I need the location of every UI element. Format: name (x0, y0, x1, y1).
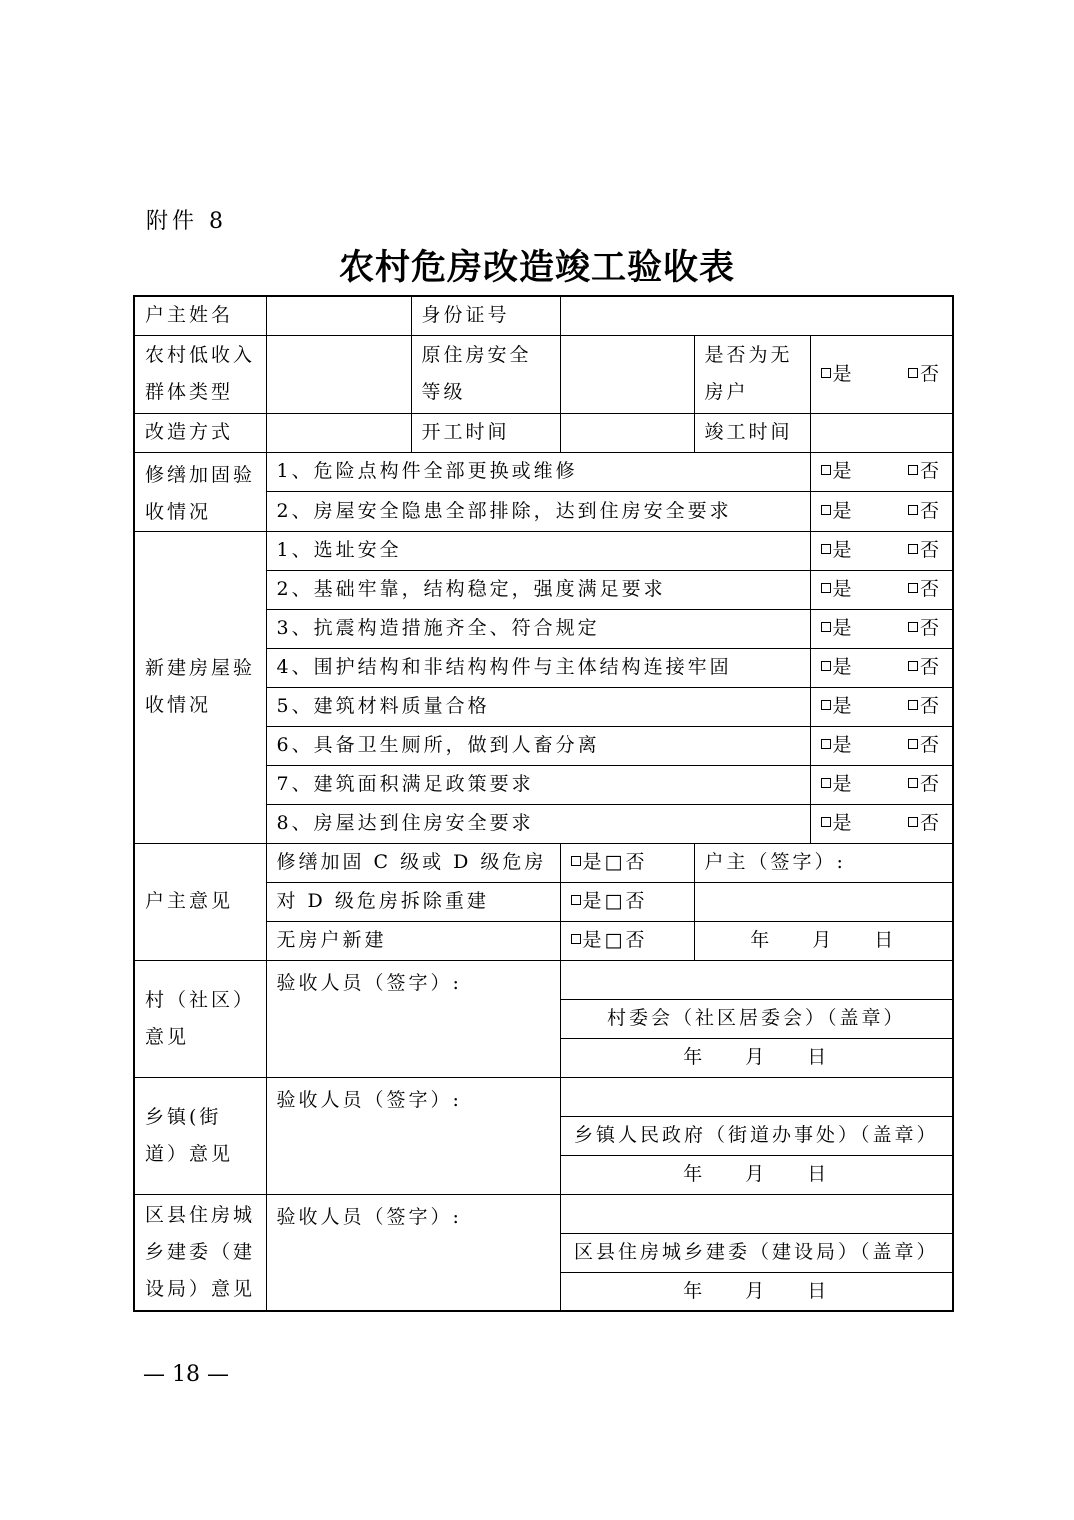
new-item-choice[interactable]: 是 否 (810, 648, 953, 687)
no-house-choice[interactable]: 是 否 (810, 335, 953, 413)
new-item-choice[interactable]: 是 否 (810, 687, 953, 726)
town-date: 年 月 日 (560, 1155, 953, 1194)
new-item: 1、选址安全 (266, 531, 810, 570)
id-number-label: 身份证号 (411, 296, 560, 335)
new-item: 3、抗震构造措施齐全、符合规定 (266, 609, 810, 648)
owner-opinion-label: 户主意见 (134, 843, 266, 960)
low-income-label: 农村低收入群体类型 (134, 335, 266, 413)
town-stamp-label: 乡镇人民政府（街道办事处）（盖章） (560, 1116, 953, 1155)
new-item-choice[interactable]: 是 否 (810, 804, 953, 843)
village-date: 年 月 日 (560, 1038, 953, 1077)
new-item: 7、建筑面积满足政策要求 (266, 765, 810, 804)
new-item-choice[interactable]: 是 否 (810, 765, 953, 804)
end-time-label: 竣工时间 (694, 413, 810, 452)
new-item-choice[interactable]: 是 否 (810, 570, 953, 609)
county-blank (560, 1194, 953, 1233)
owner-item-choice[interactable]: 是□否 (560, 882, 694, 921)
repair-item: 2、房屋安全隐患全部排除，达到住房安全要求 (266, 492, 810, 532)
new-item: 2、基础牢靠，结构稳定，强度满足要求 (266, 570, 810, 609)
new-item-choice[interactable]: 是 否 (810, 726, 953, 765)
county-opinion-label: 区县住房城乡建委（建设局）意见 (134, 1194, 266, 1311)
village-inspector-sign[interactable]: 验收人员（签字）: (266, 960, 560, 1077)
owner-date: 年 月 日 (694, 921, 953, 960)
new-item-choice[interactable]: 是 否 (810, 609, 953, 648)
new-item: 4、围护结构和非结构构件与主体结构连接牢固 (266, 648, 810, 687)
town-opinion-label: 乡镇(街道）意见 (134, 1077, 266, 1194)
county-inspector-sign[interactable]: 验收人员（签字）: (266, 1194, 560, 1311)
owner-item: 对 D 级危房拆除重建 (266, 882, 560, 921)
town-blank (560, 1077, 953, 1116)
new-item: 5、建筑材料质量合格 (266, 687, 810, 726)
start-time-label: 开工时间 (411, 413, 560, 452)
repair-item: 1、危险点构件全部更换或维修 (266, 452, 810, 492)
repair-item-choice[interactable]: 是 否 (810, 492, 953, 532)
id-number-field[interactable] (560, 296, 953, 335)
owner-sign-label: 户主（签字）: (694, 843, 953, 882)
page-number: — 18 — (143, 1362, 229, 1387)
county-stamp-label: 区县住房城乡建委（建设局）（盖章） (560, 1233, 953, 1272)
start-time-field[interactable] (560, 413, 694, 452)
county-date: 年 月 日 (560, 1272, 953, 1311)
repair-item-choice[interactable]: 是 否 (810, 452, 953, 492)
owner-item-choice[interactable]: 是□否 (560, 843, 694, 882)
no-house-label: 是否为无房户 (694, 335, 810, 413)
owner-item-choice[interactable]: 是□否 (560, 921, 694, 960)
owner-name-field[interactable] (266, 296, 411, 335)
new-item: 6、具备卫生厕所，做到人畜分离 (266, 726, 810, 765)
new-item-choice[interactable]: 是 否 (810, 531, 953, 570)
safety-level-label: 原住房安全等级 (411, 335, 560, 413)
new-section-label: 新建房屋验收情况 (134, 531, 266, 843)
attachment-label: 附件 8 (146, 209, 227, 234)
end-time-field[interactable] (810, 413, 953, 452)
form-title: 农村危房改造竣工验收表 (338, 247, 735, 288)
village-stamp-label: 村委会（社区居委会）（盖章） (560, 999, 953, 1038)
town-inspector-sign[interactable]: 验收人员（签字）: (266, 1077, 560, 1194)
village-blank (560, 960, 953, 999)
owner-item: 修缮加固 C 级或 D 级危房 (266, 843, 560, 882)
method-field[interactable] (266, 413, 411, 452)
low-income-field[interactable] (266, 335, 411, 413)
method-label: 改造方式 (134, 413, 266, 452)
safety-level-field[interactable] (560, 335, 694, 413)
owner-sign-field[interactable] (694, 882, 953, 921)
owner-item: 无房户新建 (266, 921, 560, 960)
village-opinion-label: 村（社区）意见 (134, 960, 266, 1077)
owner-name-label: 户主姓名 (134, 296, 266, 335)
new-item: 8、房屋达到住房安全要求 (266, 804, 810, 843)
repair-section-label: 修缮加固验收情况 (134, 452, 266, 531)
acceptance-form-table (133, 295, 954, 1312)
